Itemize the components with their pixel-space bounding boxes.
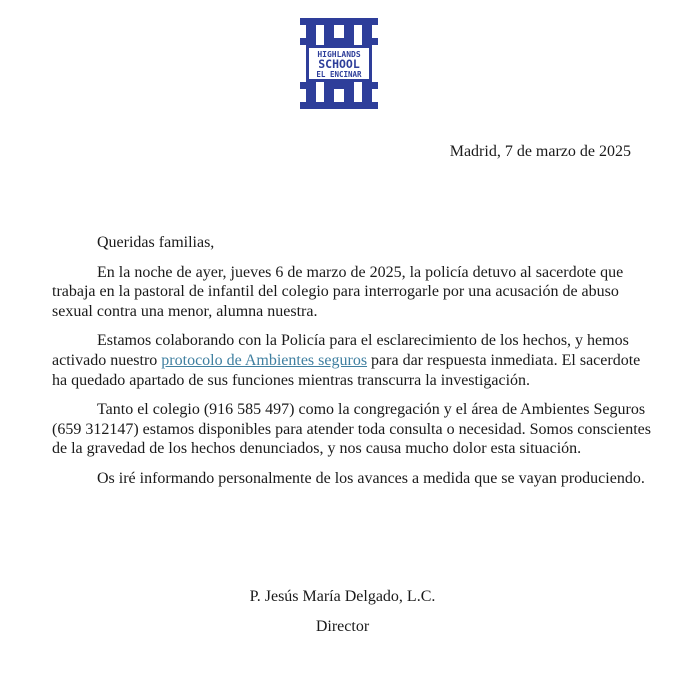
paragraph-1: En la noche de ayer, jueves 6 de marzo de 2025, la policía detuvo al sacerdote que trabaja en la pastoral de infantil del colegio para interrogarle por una acusación de abuso sexual contra una menor, alumna nuestra. <box>52 263 624 320</box>
highlands-school-logo-icon <box>300 18 378 109</box>
letter-body <box>52 233 652 499</box>
safe-environments-protocol-link[interactable]: protocolo de Ambientes seguros <box>161 351 368 369</box>
logo-line-1: HIGHLANDS <box>317 50 361 59</box>
logo-line-3: EL ENCINAR <box>316 70 362 79</box>
logo-line-2: SCHOOL <box>318 57 360 71</box>
paragraph-4: Os iré informando personalmente de los avances a medida que se vayan produciendo. <box>97 469 645 487</box>
letter-greeting: Queridas familias, <box>97 234 215 251</box>
signature-name: P. Jesús María Delgado, L.C. <box>249 588 436 605</box>
paragraph-2 <box>52 331 652 390</box>
signature-role: Director <box>315 618 370 635</box>
letter-date: Madrid, 7 de marzo de 2025 <box>449 143 631 160</box>
paragraph-2-text-a: Estamos colaborando con la Policía para el esclarecimiento de los hechos, y hemos activado nuestro <box>52 332 629 369</box>
paragraph-3: Tanto el colegio (916 585 497) como la congregación y el área de Ambientes Seguros (659 312147) estamos disponibles para atender toda consulta o necesidad. Somos conscientes de la gravedad de los hechos denunciados, y nos causa mucho dolor esta situación. <box>52 401 651 458</box>
school-logo <box>300 18 378 109</box>
paragraph-2-text-b: para dar respuesta inmediata. El sacerdote ha quedado apartado de sus funciones mientras transcurra la investigación. <box>52 351 641 389</box>
